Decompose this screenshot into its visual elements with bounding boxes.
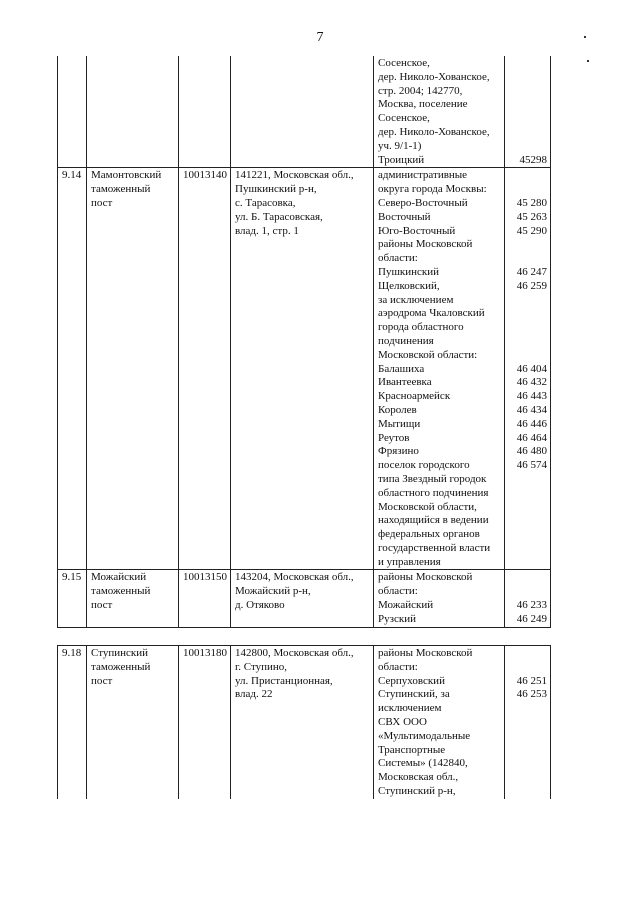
area-line: «Мультимодальные xyxy=(378,729,471,742)
post-code-cell xyxy=(179,646,231,799)
area-line: за исключением xyxy=(378,293,454,306)
scan-speck xyxy=(587,60,589,62)
address-line: Можайский р-н, xyxy=(235,585,311,598)
area-line: Системы» (142840, xyxy=(378,757,468,770)
area-line: дер. Николо-Хованское, xyxy=(378,125,490,138)
area-line: государственной власти xyxy=(378,541,491,554)
address-line: влад. 22 xyxy=(235,688,273,701)
area-line: Фрязино xyxy=(378,445,419,458)
post-name-line: Можайский xyxy=(91,571,147,584)
okato-code: 45 263 xyxy=(516,210,547,223)
post-address-cell xyxy=(231,570,374,627)
area-line: Пушкинский xyxy=(378,265,440,278)
okato-code xyxy=(509,716,547,730)
address-line: 142800, Московская обл., xyxy=(235,647,354,659)
area-line: Троицкий xyxy=(378,153,425,166)
okato-code xyxy=(509,487,547,501)
post-number-cell xyxy=(58,646,87,799)
okato-code xyxy=(509,183,547,197)
area-line: районы Московской xyxy=(378,238,473,251)
okato-code xyxy=(509,647,547,661)
area-line: находящийся в ведении xyxy=(378,514,489,527)
post-name-line: Ступинский xyxy=(91,647,149,659)
area-line: федеральных органов xyxy=(378,528,480,541)
post-name-line: таможенный xyxy=(91,183,151,196)
okato-code: 46 247 xyxy=(516,265,547,278)
post-name-line: пост xyxy=(91,599,113,612)
area-line: исключением xyxy=(378,702,442,715)
okato-code xyxy=(509,702,547,716)
okato-code xyxy=(509,307,547,321)
area-line: типа Звездный городок xyxy=(378,472,487,485)
okato-code xyxy=(509,349,547,363)
address-line: Пушкинский р-н, xyxy=(235,183,317,196)
page-number: 7 xyxy=(316,30,324,45)
post-number: 9.18 xyxy=(62,647,82,659)
area-line: административные xyxy=(378,169,468,182)
post-number-cell xyxy=(58,570,87,627)
okato-code xyxy=(509,661,547,675)
address-line: ул. Пристанционная, xyxy=(235,674,333,687)
okato-code: 45 290 xyxy=(516,224,547,237)
area-line: Серпуховский xyxy=(378,674,445,687)
address-line: 143204, Московская обл., xyxy=(235,571,354,584)
okato-code xyxy=(509,169,547,183)
okato-code xyxy=(509,98,547,112)
okato-code xyxy=(509,744,547,758)
area-line: и управления xyxy=(378,555,441,568)
post-name-line: пост xyxy=(91,196,113,209)
okato-code: 46 434 xyxy=(516,403,547,416)
area-line: уч. 9/1-1) xyxy=(378,139,422,152)
table-row xyxy=(58,56,551,168)
areas-cell xyxy=(374,646,505,799)
area-line: Красноармейск xyxy=(378,390,451,403)
area-line: области: xyxy=(378,252,418,265)
area-line: Москва, поселение xyxy=(378,98,468,111)
okato-code: 46 259 xyxy=(516,279,547,292)
okato-code: 46 233 xyxy=(516,599,547,612)
okato-cell xyxy=(505,168,551,570)
area-line: города областного xyxy=(378,321,464,334)
post-address-cell xyxy=(231,56,374,168)
area-line: аэродрома Чкаловский xyxy=(378,307,485,320)
post-name-cell xyxy=(87,646,179,799)
address-line: ул. Б. Тарасовская, xyxy=(235,210,323,223)
okato-code xyxy=(509,252,547,266)
address-line: г. Ступино, xyxy=(235,660,288,673)
post-address-cell xyxy=(231,168,374,570)
okato-code xyxy=(509,473,547,487)
area-line: Ступинский, за xyxy=(378,688,450,701)
area-line: Ступинский р-н, xyxy=(378,784,456,797)
post-code-cell xyxy=(179,570,231,627)
okato-code: 46 480 xyxy=(516,445,547,458)
area-line: поселок городского xyxy=(378,459,470,472)
area-line: Реутов xyxy=(378,431,410,444)
okato-code: 46 432 xyxy=(516,376,547,389)
area-line: области: xyxy=(378,585,418,598)
post-name-cell xyxy=(87,570,179,627)
okato-code xyxy=(509,571,547,585)
area-line: Московской области: xyxy=(378,348,478,361)
areas-cell xyxy=(374,168,505,570)
area-line: стр. 2004; 142770, xyxy=(378,84,463,97)
area-line: области: xyxy=(378,660,418,673)
post-name-cell xyxy=(87,56,179,168)
post-name-line: Мамонтовский xyxy=(91,169,162,182)
okato-code: 45 280 xyxy=(516,196,547,209)
okato-code: 46 251 xyxy=(516,674,547,687)
okato-cell xyxy=(505,56,551,168)
okato-code xyxy=(509,771,547,785)
area-line: Московская обл., xyxy=(378,771,459,784)
scan-speck xyxy=(584,36,586,38)
okato-code xyxy=(509,85,547,99)
post-name-line: пост xyxy=(91,674,113,687)
okato-code xyxy=(509,785,547,799)
areas-cell xyxy=(374,570,505,627)
okato-code xyxy=(509,112,547,126)
post-code: 10013180 xyxy=(183,647,227,659)
okato-code: 46 446 xyxy=(516,417,547,430)
area-line: подчинения xyxy=(378,334,434,347)
okato-code: 46 404 xyxy=(516,362,547,375)
area-line: районы Московской xyxy=(378,647,473,659)
post-code: 10013150 xyxy=(183,571,227,584)
area-line: районы Московской xyxy=(378,571,473,584)
area-line: Транспортные xyxy=(378,743,446,756)
area-line: Сосенское, xyxy=(378,57,430,69)
okato-code xyxy=(509,294,547,308)
post-code-cell xyxy=(179,168,231,570)
okato-code xyxy=(509,528,547,542)
okato-code: 46 249 xyxy=(516,612,547,625)
okato-code xyxy=(509,542,547,556)
okato-code xyxy=(509,757,547,771)
post-code-cell xyxy=(179,56,231,168)
area-line: Королев xyxy=(378,403,417,416)
post-name-line: таможенный xyxy=(91,585,151,598)
area-line: Балашиха xyxy=(378,362,425,375)
okato-cell xyxy=(505,646,551,799)
area-line: Щелковский, xyxy=(378,279,440,292)
table-row xyxy=(58,646,551,799)
post-code: 10013140 xyxy=(183,169,227,182)
post-address-cell xyxy=(231,646,374,799)
okato-code xyxy=(509,321,547,335)
okato-code xyxy=(509,126,547,140)
post-number-cell xyxy=(58,56,87,168)
table-row xyxy=(58,168,551,570)
area-line: Московской области, xyxy=(378,500,477,513)
okato-code xyxy=(509,57,547,71)
area-line: Ивантеевка xyxy=(378,376,432,389)
okato-cell xyxy=(505,570,551,627)
okato-code xyxy=(509,585,547,599)
post-name-line: таможенный xyxy=(91,660,151,673)
okato-code xyxy=(509,238,547,252)
post-number: 9.15 xyxy=(62,571,82,584)
area-line: Юго-Восточный xyxy=(378,224,456,237)
okato-code xyxy=(509,335,547,349)
okato-code xyxy=(509,514,547,528)
okato-code: 46 574 xyxy=(516,459,547,472)
post-number-cell xyxy=(58,168,87,570)
area-line: округа города Москвы: xyxy=(378,183,487,196)
okato-code xyxy=(509,730,547,744)
address-line: влад. 1, стр. 1 xyxy=(235,224,299,237)
address-line: д. Отяково xyxy=(235,599,285,612)
customs-posts-table-top xyxy=(57,56,551,628)
areas-cell xyxy=(374,56,505,168)
area-line: Сосенское, xyxy=(378,112,430,125)
area-line: Можайский xyxy=(378,599,434,612)
address-line: с. Тарасовка, xyxy=(235,196,296,209)
okato-code: 46 253 xyxy=(516,688,547,701)
area-line: Рузский xyxy=(378,612,416,625)
area-line: СВХ ООО xyxy=(378,715,427,728)
okato-code xyxy=(509,140,547,154)
okato-code: 45298 xyxy=(519,153,547,166)
area-line: Восточный xyxy=(378,210,431,223)
okato-code: 46 443 xyxy=(516,390,547,403)
okato-code xyxy=(509,71,547,85)
area-line: Северо-Восточный xyxy=(378,196,468,209)
address-line: 141221, Московская обл., xyxy=(235,169,354,182)
area-line: Мытищи xyxy=(378,417,421,430)
table-row xyxy=(58,570,551,627)
post-name-cell xyxy=(87,168,179,570)
okato-code xyxy=(509,501,547,515)
customs-posts-table-bottom xyxy=(57,645,551,799)
okato-code xyxy=(509,556,547,570)
area-line: дер. Николо-Хованское, xyxy=(378,70,490,83)
post-number: 9.14 xyxy=(62,169,82,182)
okato-code: 46 464 xyxy=(516,431,547,444)
area-line: областного подчинения xyxy=(378,486,489,499)
